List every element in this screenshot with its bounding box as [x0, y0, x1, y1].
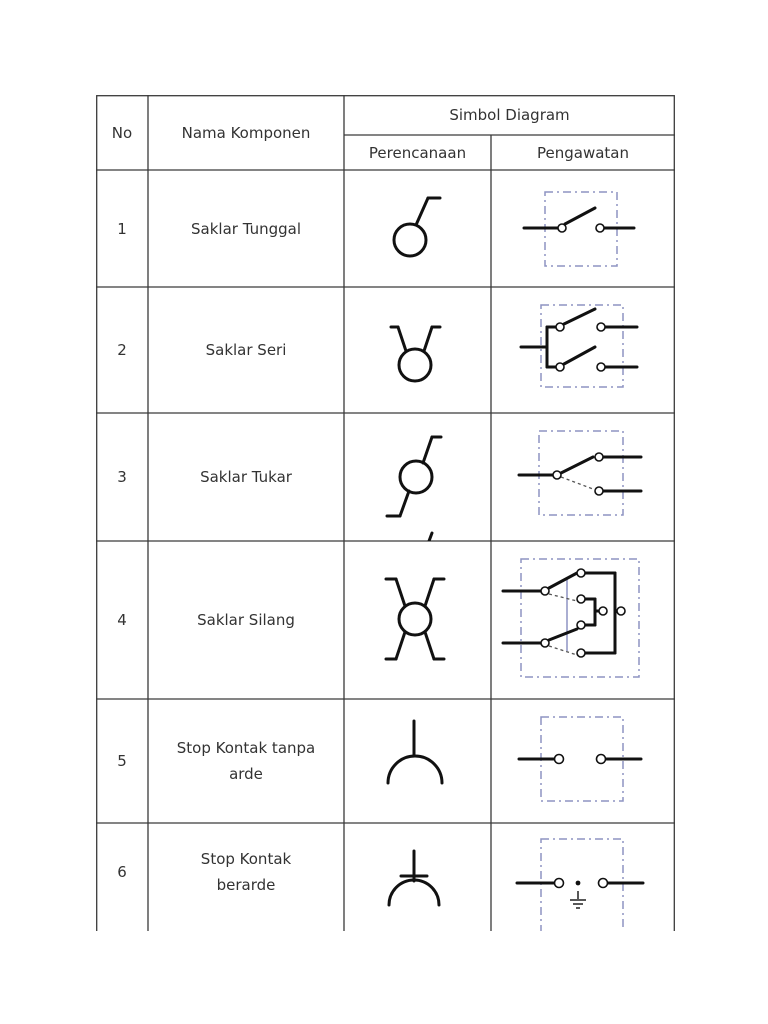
- row-2-no: 2: [117, 341, 127, 359]
- row-4-name: Saklar Silang: [197, 611, 295, 629]
- header-simbol-diagram: Simbol Diagram: [449, 106, 570, 124]
- row-5-no: 5: [117, 752, 127, 770]
- row-1-name: Saklar Tunggal: [191, 219, 301, 238]
- perencanaan-saklar-tunggal-symbol: [344, 170, 491, 287]
- row-1-no: 1: [117, 219, 127, 238]
- perencanaan-stop-kontak-berarde-symbol: [344, 823, 491, 931]
- header-no: No: [111, 123, 133, 142]
- perencanaan-saklar-seri-symbol: [344, 287, 491, 413]
- header-pengawatan: Pengawatan: [537, 143, 629, 162]
- pengawatan-saklar-tukar-diagram: [491, 413, 675, 541]
- row-6-name: Stop Kontak berarde: [200, 850, 292, 894]
- row-2-name: Saklar Seri: [205, 341, 287, 359]
- pengawatan-stop-kontak-berarde-diagram: [491, 823, 675, 931]
- perencanaan-stop-kontak-tanpa-arde-symbol: [344, 699, 491, 823]
- row-3-no: 3: [117, 468, 127, 486]
- pengawatan-saklar-seri-diagram: [491, 287, 675, 413]
- saklar-tukar-planning-icon: [344, 413, 491, 541]
- header-nama-komponen: Nama Komponen: [181, 123, 311, 142]
- pengawatan-stop-kontak-tanpa-arde-diagram: [491, 699, 675, 823]
- row-3-name: Saklar Tukar: [200, 468, 292, 486]
- pengawatan-saklar-silang-diagram: [491, 541, 675, 699]
- perencanaan-saklar-silang-symbol: [344, 541, 491, 699]
- pengawatan-saklar-tunggal-diagram: [491, 170, 675, 287]
- row-5-name: Stop Kontak tanpa arde: [176, 739, 316, 783]
- component-symbol-table: [96, 95, 675, 931]
- row-4-no: 4: [117, 611, 127, 629]
- header-perencanaan: Perencanaan: [368, 143, 467, 162]
- row-6-no: 6: [117, 863, 127, 881]
